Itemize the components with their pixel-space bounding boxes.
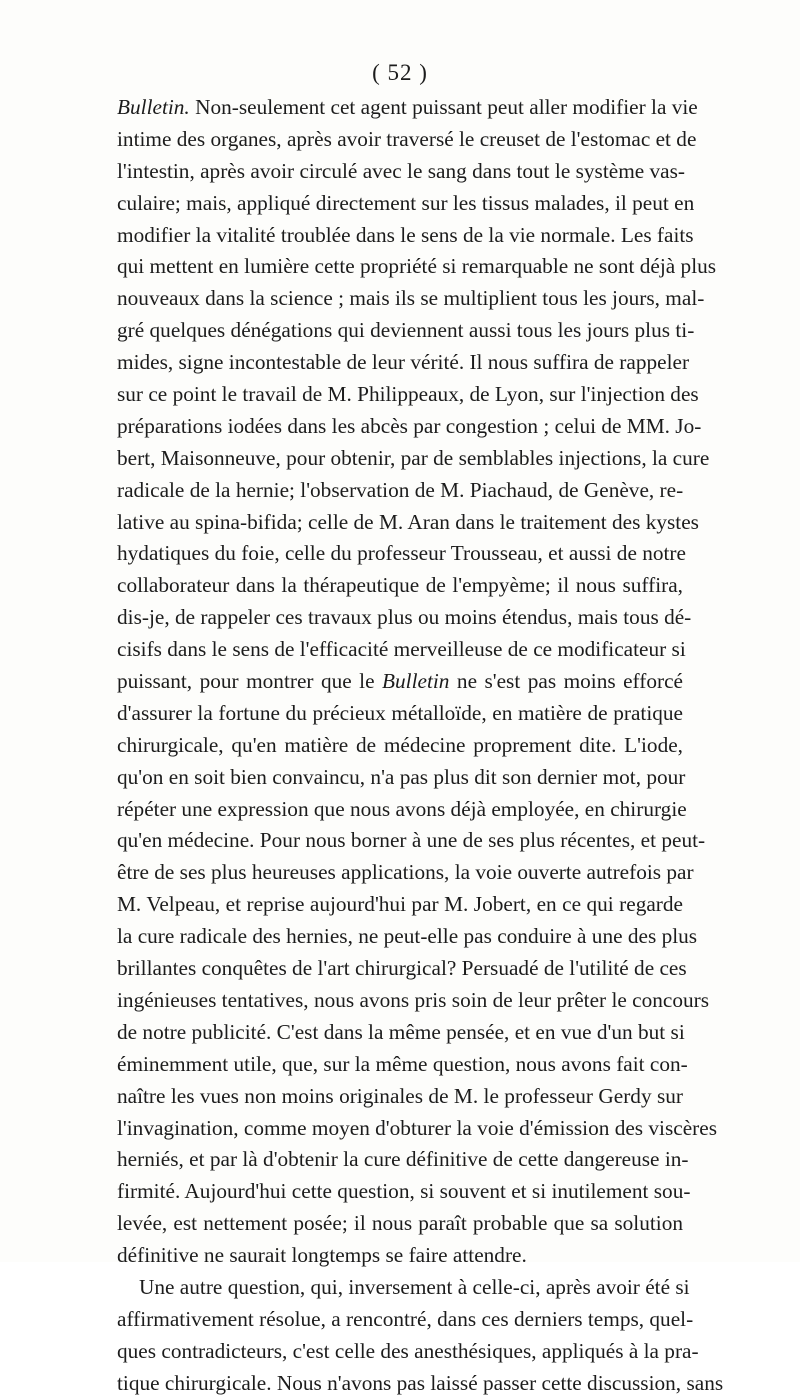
text-span: l'invagination, comme moyen d'obturer la voie d'émission des viscères: [117, 1115, 717, 1140]
text-span: firmité. Aujourd'hui cette question, si souvent et si inutilement sou-: [117, 1179, 691, 1204]
text-line: [117, 602, 692, 634]
text-line: [117, 985, 710, 1017]
text-line: [117, 953, 687, 985]
text-span: qui mettent en lumière cette propriété si remarquable ne sont déjà plus: [117, 254, 717, 279]
text-line: [117, 538, 686, 570]
text-span: l'intestin, après avoir circulé avec le sang dans tout le système vas-: [117, 158, 686, 183]
text-line: [117, 1240, 683, 1272]
text-span: lative au spina-bifida; celle de M. Aran dans le traitement des kystes: [117, 509, 699, 534]
text-line: [117, 1113, 717, 1145]
text-line: [117, 1081, 683, 1113]
text-span: naître les vues non moins originales de M. le professeur Gerdy sur: [117, 1083, 683, 1108]
text-span: hydatiques du foie, celle du professeur Trousseau, et aussi de notre: [117, 541, 686, 566]
text-span: ques contradicteurs, c'est celle des anesthésiques, appliqués à la pra-: [117, 1338, 699, 1363]
text-span: Une autre question, qui, inversement à celle-ci, après avoir été si: [139, 1274, 690, 1299]
text-span: nouveaux dans la science ; mais ils se multiplient tous les jours, mal-: [117, 286, 705, 311]
text-line: [117, 1208, 683, 1240]
text-line: [117, 507, 699, 539]
text-line: [117, 1304, 694, 1336]
text-line: [117, 570, 683, 602]
text-line: [117, 475, 683, 507]
text-line: [117, 1368, 724, 1400]
text-line: [117, 379, 699, 411]
text-span: brillantes conquêtes de l'art chirurgical? Persuadé de l'utilité de ces: [117, 956, 687, 981]
text-line: [117, 921, 698, 953]
page-number: ( 52 ): [372, 60, 428, 85]
text-span: éminemment utile, que, sur la même question, nous avons fait con-: [117, 1051, 688, 1076]
text-span: de notre publicité. C'est dans la même pensée, et en vue d'un but si: [117, 1019, 685, 1044]
text-span: chirurgicale, qu'en matière de médecine proprement dite. L'iode,: [117, 732, 683, 757]
text-span: modifier la vitalité troublée dans le sens de la vie normale. Les faits: [117, 222, 694, 247]
text-span: sur ce point le travail de M. Philippeaux, de Lyon, sur l'injection des: [117, 382, 699, 407]
text-span: qu'en médecine. Pour nous borner à une de ses plus récentes, et peut-: [117, 828, 706, 853]
text-line: [117, 156, 686, 188]
text-line: [117, 1049, 688, 1081]
text-line: [117, 1176, 691, 1208]
text-line: [117, 347, 690, 379]
text-line: [117, 92, 698, 124]
text-span: répéter une expression que nous avons déjà employée, en chirurgie: [117, 796, 687, 821]
text-span: levée, est nettement posée; il nous paraît probable que sa solution: [117, 1211, 683, 1236]
text-line: [117, 634, 686, 666]
text-line: [117, 730, 683, 762]
text-span: herniés, et par là d'obtenir la cure définitive de cette dangereuse in-: [117, 1147, 689, 1172]
text-line: [117, 1336, 699, 1368]
text-span: culaire; mais, appliqué directement sur les tissus malades, il peut en: [117, 190, 695, 215]
text-line: [117, 220, 694, 252]
text-span: radicale de la hernie; l'observation de M. Piachaud, de Genève, re-: [117, 477, 684, 502]
body-text: [117, 92, 724, 1400]
text-line: [117, 411, 702, 443]
text-line: [117, 251, 717, 283]
text-line: [117, 762, 686, 794]
text-span: ingénieuses tentatives, nous avons pris soin de leur prêter le concours: [117, 987, 710, 1012]
text-span: bert, Maisonneuve, pour obtenir, par de semblables injections, la cure: [117, 445, 710, 470]
text-line: [117, 1144, 689, 1176]
text-line: [117, 825, 706, 857]
text-span: cisifs dans le sens de l'efficacité merveilleuse de ce modificateur si: [117, 637, 686, 662]
text-line: [117, 666, 683, 698]
text-line: [117, 698, 683, 730]
text-line: [117, 1017, 683, 1049]
text-span: être de ses plus heureuses applications, la voie ouverte autrefois par: [117, 860, 694, 885]
italic-text-span: Bulletin.: [117, 95, 190, 119]
text-span: intime des organes, après avoir traversé le creuset de l'estomac et de: [117, 126, 697, 151]
text-line: [117, 283, 705, 315]
text-span: collaborateur dans la thérapeutique de l'empyème; il nous suffira,: [117, 573, 683, 598]
text-span: mides, signe incontestable de leur vérité. Il nous suffira de rappeler: [117, 350, 690, 375]
text-span: puissant, pour montrer que le: [117, 669, 383, 694]
text-line: [117, 889, 683, 921]
text-span: M. Velpeau, et reprise aujourd'hui par M. Jobert, en ce qui regarde: [117, 892, 683, 917]
text-line: [117, 188, 695, 220]
text-span: ne s'est pas moins efforcé: [449, 669, 683, 694]
text-line: [117, 857, 694, 889]
text-span: la cure radicale des hernies, ne peut-elle pas conduire à une des plus: [117, 924, 698, 949]
text-line: [117, 1272, 690, 1304]
italic-text-span: Bulletin: [382, 669, 450, 694]
text-span: d'assurer la fortune du précieux métalloïde, en matière de pratique: [117, 700, 683, 725]
text-line: [117, 794, 687, 826]
text-span: définitive ne saurait longtemps se faire attendre.: [117, 1243, 527, 1268]
text-span: préparations iodées dans les abcès par congestion ; celui de MM. Jo-: [117, 413, 702, 438]
text-span: qu'on en soit bien convaincu, n'a pas plus dit son dernier mot, pour: [117, 764, 686, 789]
text-span: affirmativement résolue, a rencontré, dans ces derniers temps, quel-: [117, 1306, 694, 1331]
text-line: [117, 124, 697, 156]
text-span: Non-seulement cet agent puissant peut aller modifier la vie: [189, 95, 698, 119]
text-line: [117, 315, 695, 347]
text-span: tique chirurgicale. Nous n'avons pas laissé passer cette discussion, sans: [117, 1370, 724, 1395]
text-line: [117, 443, 710, 475]
text-span: gré quelques dénégations qui deviennent aussi tous les jours plus ti-: [117, 318, 695, 343]
text-span: dis-je, de rappeler ces travaux plus ou moins étendus, mais tous dé-: [117, 605, 692, 630]
